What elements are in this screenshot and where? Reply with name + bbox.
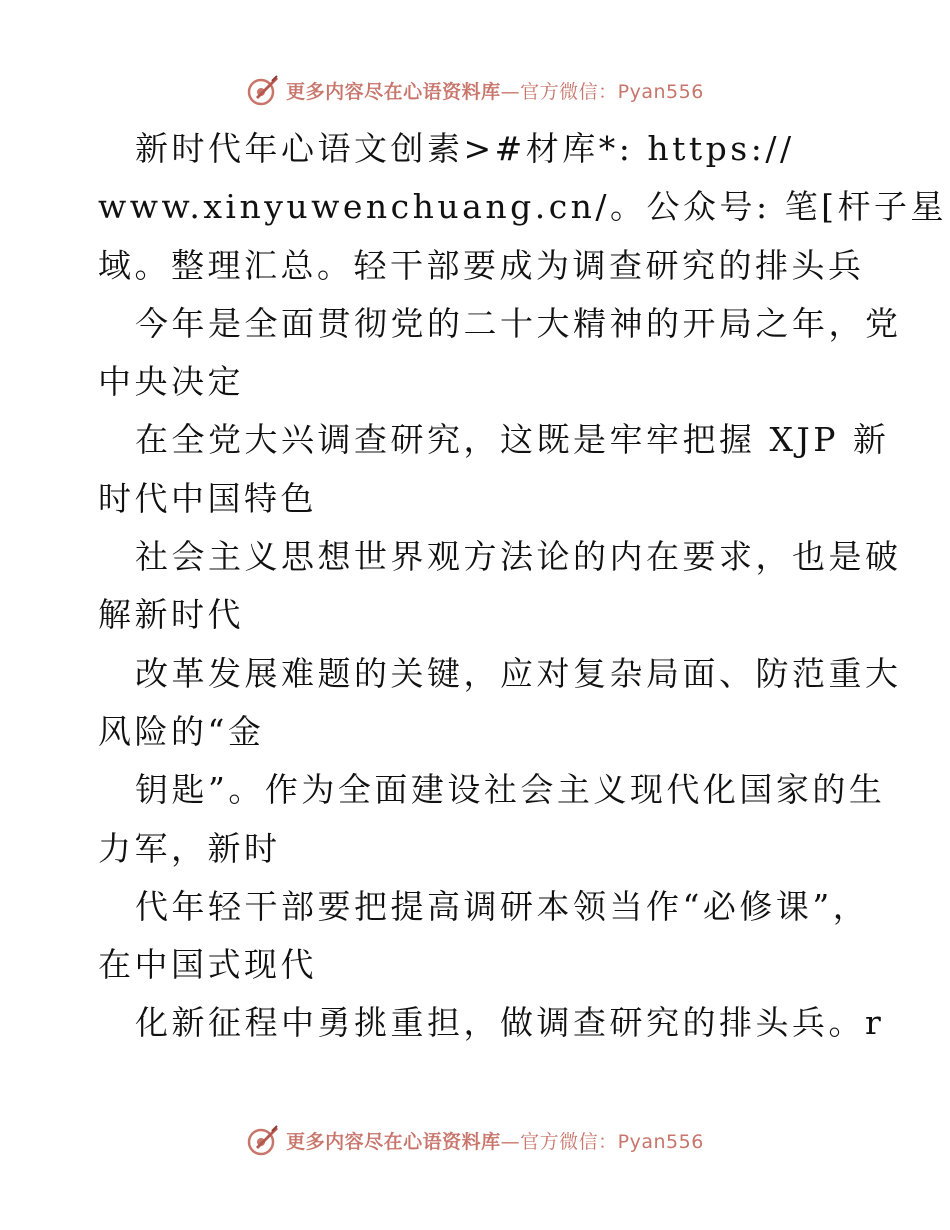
text-line <box>98 878 870 936</box>
text-line-content: 社会主义思想世界观方法论的内在要求，也是破 <box>135 537 902 577</box>
text-line-content: 在全党大兴调查研究，这既是牢牢把握 XJP 新 <box>135 420 890 460</box>
text-line-content: 代年轻干部要把提高调研本领当作“必修课”， <box>135 886 870 926</box>
page-header-banner <box>0 70 950 110</box>
page-footer-banner <box>0 1120 950 1160</box>
text-line <box>98 411 890 469</box>
text-line-content: 解新时代 <box>98 595 244 635</box>
text-line-content: 时代中国特色 <box>98 478 317 518</box>
text-line-content: 今年是全面贯彻党的二十大精神的开局之年，党 <box>135 303 902 343</box>
banner-title: 更多内容尽在心语资料库 <box>286 1130 501 1153</box>
banner-wechat: 官方微信：Pyan556 <box>520 1130 704 1153</box>
text-line-content: 新时代年心语文创素>#材库*: https:// <box>135 129 795 168</box>
text-line-content: 域。整理汇总。轻干部要成为调查研究的排头兵 <box>98 245 865 285</box>
text-line-content: 钥匙”。作为全面建设社会主义现代化国家的生 <box>135 770 886 810</box>
text-line <box>98 295 902 353</box>
text-line-content: 中央决定 <box>98 362 244 402</box>
text-line-content: 化新征程中勇挑重担，做调查研究的排头兵。r <box>135 1003 885 1043</box>
text-line-content: 改革发展难题的关键，应对复杂局面、防范重大 <box>135 653 902 693</box>
banner-title: 更多内容尽在心语资料库 <box>286 80 501 103</box>
text-line <box>98 820 858 878</box>
text-line-content: 力军，新时 <box>98 828 281 868</box>
text-line <box>98 761 886 819</box>
quill-logo-icon <box>246 1123 280 1157</box>
text-line <box>98 703 858 761</box>
text-line <box>98 994 885 1052</box>
text-line <box>98 528 902 586</box>
text-line <box>98 936 858 994</box>
text-line <box>98 237 865 295</box>
banner-wechat: 官方微信：Pyan556 <box>520 80 704 103</box>
text-line <box>98 178 948 236</box>
text-line <box>98 120 858 178</box>
text-line <box>98 645 902 703</box>
text-line-content: www.xinyuwenchuang.cn/。公众号: 笔[杆子星 <box>98 187 948 227</box>
quill-logo-icon <box>246 73 280 107</box>
text-line <box>98 586 858 644</box>
text-line <box>98 353 858 411</box>
banner-separator: — <box>500 1130 521 1153</box>
banner-text <box>286 77 704 104</box>
text-line-content: 风险的“金 <box>98 711 265 751</box>
document-body <box>98 120 948 1053</box>
text-line-content: 在中国式现代 <box>98 945 317 985</box>
banner-text <box>286 1127 704 1154</box>
text-line <box>98 470 858 528</box>
banner-separator: — <box>500 80 521 103</box>
